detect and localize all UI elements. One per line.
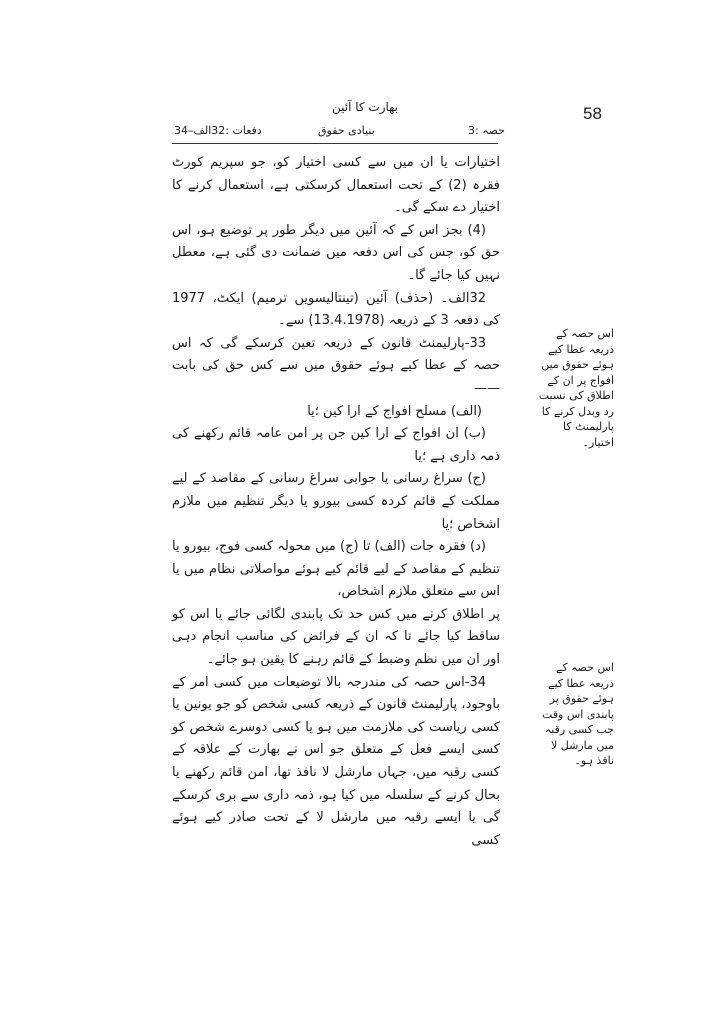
paragraph-article-33: 33-پارلیمنٹ قانون کے ذریعہ تعین کرسکے گی کہ اس حصہ کے عطا کیے ہوئے حقوق میں سے کس حق کی بابت —— (172, 335, 500, 396)
paragraph-article-33-tail: پر اطلاق کرنے میں کس حد تک پابندی لگائی جائے یا اس کو ساقط کیا جائے تا کہ ان کے فرائض کی مناسب انجام دہی اور ان میں نظم وضبط کے قائم رہنے کا یقین ہو جائے۔ (172, 606, 500, 668)
margin-note-article-33: اس حصہ کے ذریعہ عطا کیے ہوئے حقوق میں افواج پر ان کے اطلاق کی نسبت رد وبدل کرنے کا پارلیمنٹ کا اختیار۔ (538, 327, 614, 449)
book-title: بھارت کا آئین (331, 100, 399, 114)
clauses-range: دفعات :32الف–34 (174, 124, 262, 137)
paragraph-article-32a: 32الف۔ (حذف) آئین (تینتالیسویں ترمیم) ایکٹ، 1977 کی دفعہ 3 کے ذریعہ (13.4.1978) سے۔ (172, 290, 500, 329)
paragraph-clause-4: (4) بجز اس کے کہ آئین میں دیگر طور پر توضیع ہو، اس حق کو، جس کی اس دفعہ میں ضمانت دی گئی ہے، معطل نہیں کیا جائے گا۔ (172, 222, 500, 283)
margin-note-article-34: اس حصہ کے ذریعہ عطا کیے ہوئے حقوق پر پابندی اس وقت جب کسی رقبہ میں مارشل لا نافذ ہو۔ (541, 661, 614, 767)
chapter-title: بنیادی حقوق (318, 124, 375, 137)
paragraph-continuation: اختیارات یا ان میں سے کسی اختیار کو، جو سپریم کورٹ فقرہ (2) کے تحت استعمال کرسکتی ہے، استعمال کرنے کا اختیار دے سکے گی۔ (172, 155, 500, 216)
header-rule (172, 143, 498, 144)
list-item-be: (ب) ان افواج کے ارا کین جن پر امن عامہ قائم رکھنے کی ذمہ داری ہے ؛یا (172, 426, 500, 464)
paragraph-article-34: 34-اس حصہ کی مندرجہ بالا توضیعات میں کسی امر کے باوجود، پارلیمنٹ قانون کے ذریعہ کسی شخص کو جو یونین یا کسی ریاست کی ملازمت میں ہو یا کسی دوسرے شخص کو کسی ایسے فعل کے متعلق جو اس نے بھارت کے علاقہ کے کسی رقبہ میں، جہاں مارشل لا نافذ تھا، امن قائم رکھنے یا بحال کرنے کے سلسلہ میں کیا ہو، ذمہ داری سے بری کرسکے گی یا ایسے رقبہ میں مارشل لا کے تحت صادر کیے ہوئے کسی (172, 674, 500, 848)
page-number: 58 (583, 104, 602, 123)
list-item-alif: (الف) مسلح افواج کے ارا کین ؛یا (307, 403, 482, 419)
body-text (172, 152, 500, 852)
part-label: حصہ :3 (468, 124, 505, 137)
list-item-jeem: (ج) سراغ رسانی یا جوابی سراغ رسانی کے مقاصد کے لیے مملکت کے قائم کردہ کسی بیورو یا دیگر تنظیم میں ملازم اشخاص ؛یا (172, 471, 500, 532)
list-item-dal: (د) فقرہ جات (الف) تا (ج) میں محولہ کسی فوج، بیورو یا تنظیم کے مقاصد کے لیے قائم کیے ہوئے مواصلاتی نظام میں یا اس سے متعلق ملازم اشخاص، (172, 539, 500, 600)
